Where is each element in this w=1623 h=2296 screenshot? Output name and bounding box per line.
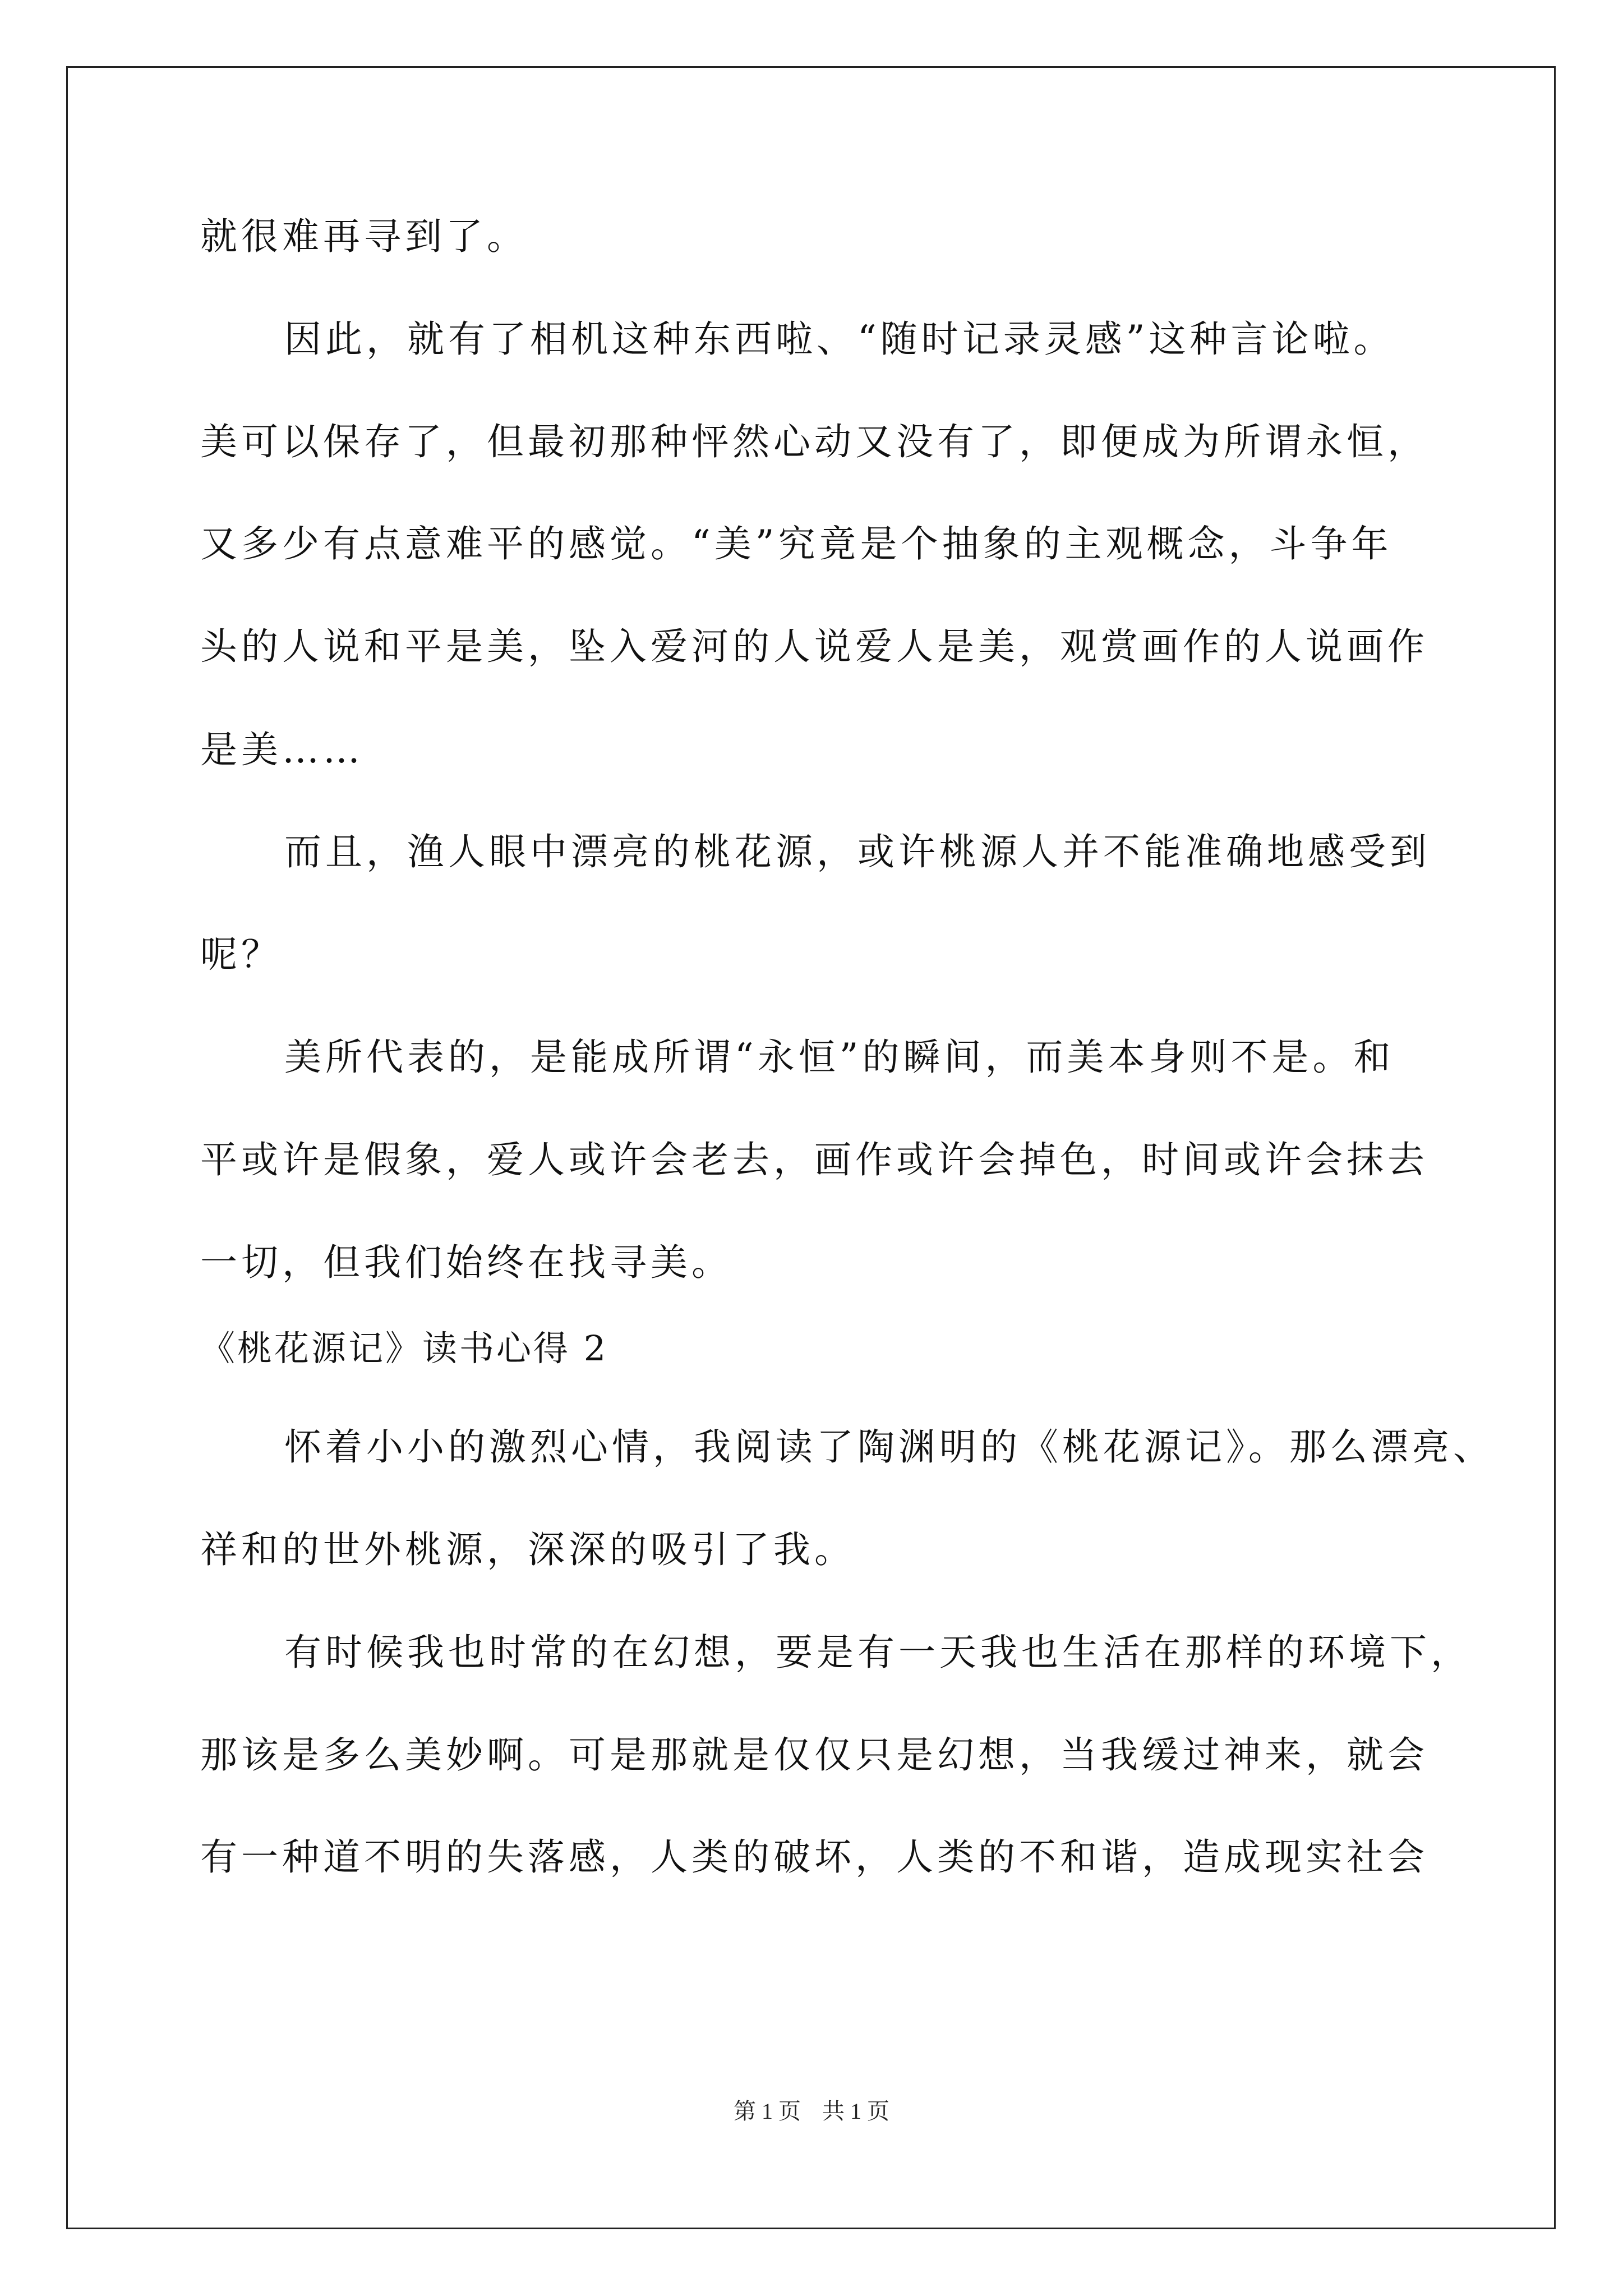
- text-line-11: 一切，但我们始终在找寻美。: [200, 1241, 732, 1284]
- text-line-15: 那该是多么美妙啊。可是那就是仅仅只是幻想，当我缓过神来，就会: [200, 1733, 1428, 1777]
- page-number: 第 1 页: [734, 2099, 801, 2124]
- text-line-9: 美所代表的，是能成所谓“永恒”的瞬间，而美本身则不是。和: [284, 1036, 1395, 1079]
- text-line-13: 祥和的世外桃源，深深的吸引了我。: [200, 1528, 855, 1571]
- text-line-8: 呢？: [200, 933, 282, 976]
- text-line-7: 而且，渔人眼中漂亮的桃花源，或许桃源人并不能准确地感受到: [284, 830, 1431, 873]
- text-line-14: 有时候我也时常的在幻想，要是有一天我也生活在那样的环境下，: [284, 1631, 1472, 1674]
- text-line-10: 平或许是假象，爱人或许会老去，画作或许会掉色，时间或许会抹去: [200, 1138, 1428, 1181]
- text-line-16: 有一种道不明的失落感，人类的破坏，人类的不和谐，造成现实社会: [200, 1835, 1428, 1879]
- text-line-2: 因此，就有了相机这种东西啦、“随时记录灵感”这种言论啦。: [284, 318, 1395, 361]
- page-footer: [0, 2097, 1623, 2125]
- text-line-5: 头的人说和平是美，坠入爱河的人说爱人是美，观赏画作的人说画作: [200, 625, 1428, 668]
- text-line-6: 是美……: [200, 728, 364, 771]
- section-heading: 《桃花源记》读书心得 2: [200, 1328, 608, 1369]
- text-line-12: 怀着小小的激烈心情，我阅读了陶渊明的《桃花源记》。那么漂亮、: [284, 1425, 1494, 1469]
- page-total: 共 1 页: [822, 2099, 889, 2124]
- text-line-3: 美可以保存了，但最初那种怦然心动又没有了，即便成为所谓永恒，: [200, 420, 1428, 463]
- text-line-1: 就很难再寻到了。: [200, 215, 528, 258]
- text-line-4: 又多少有点意难平的感觉。“美”究竟是个抽象的主观概念，斗争年: [200, 522, 1393, 565]
